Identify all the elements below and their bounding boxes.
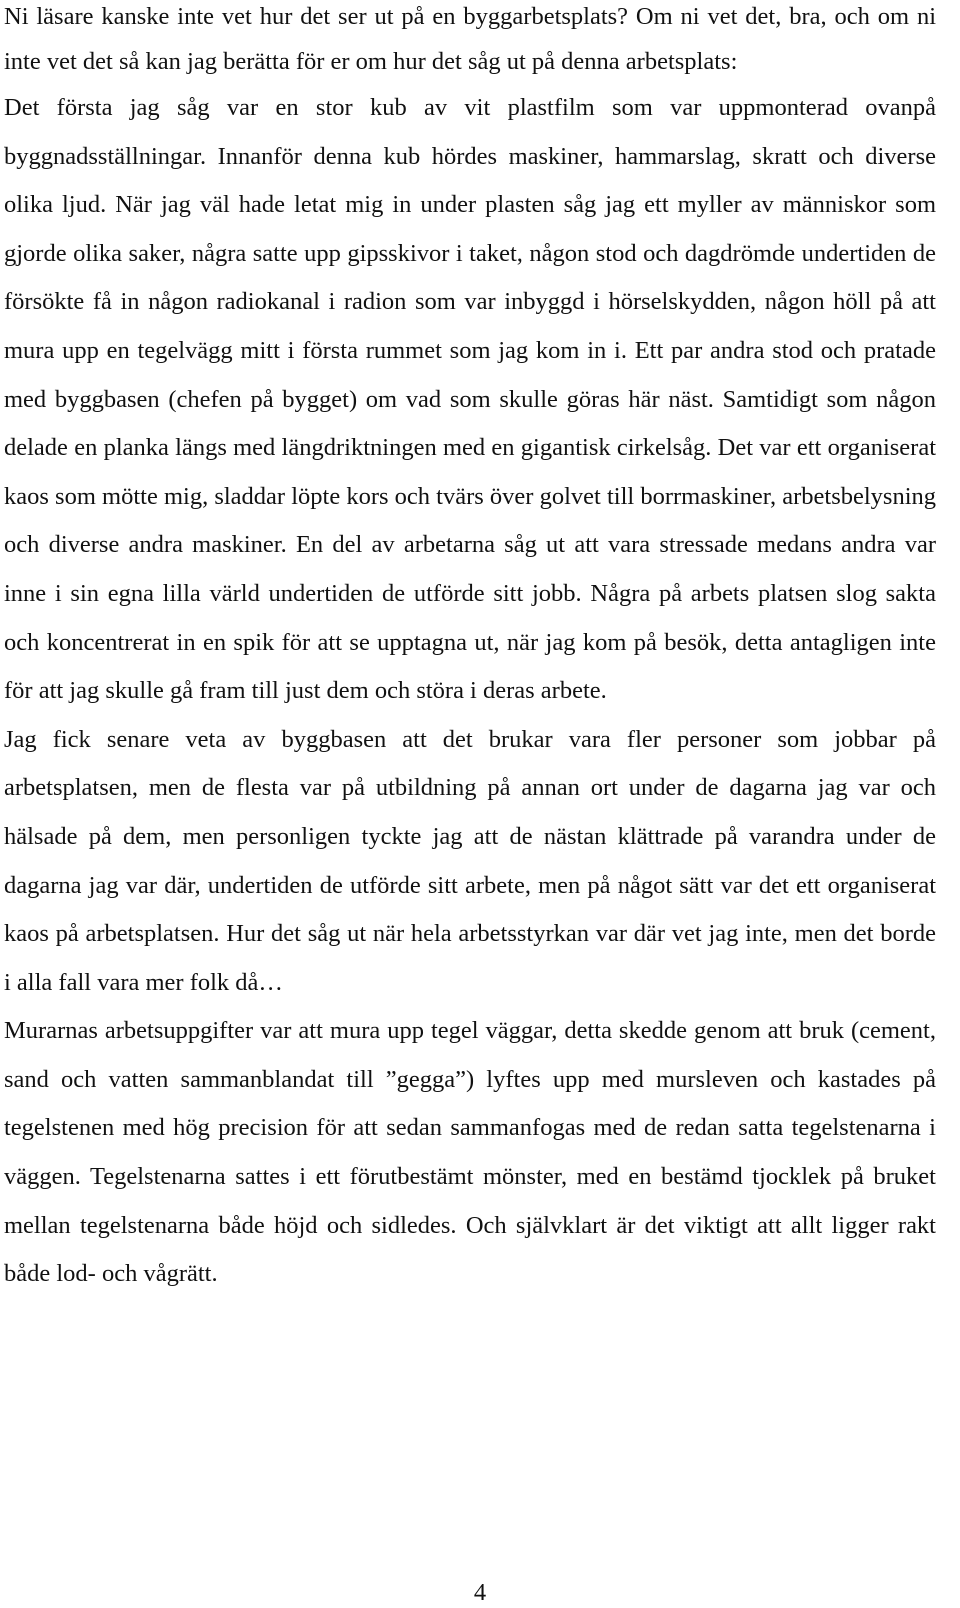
paragraph-masons: Murarnas arbetsuppgifter var att mura upp tegel väggar, detta skedde genom att bruk (cement, sand och vatten sammanblandat till ”gegga”) lyftes upp med mursleven och kastades på tegelstenen med hög precision för att sedan sammanfogas med de redan satta tegelstenarna i väggen. Tegelstenarna sattes i ett förutbestämt mönster, med en bestämd tjocklek på bruket mellan tegelstenarna både höjd och sidledes. Och självklart är det viktigt att allt ligger rakt både lod- och vågrätt. bbox=[4, 1017, 936, 1288]
document-page bbox=[4, 0, 936, 1299]
paragraph-construction-site: Det första jag såg var en stor kub av vit plastfilm som var uppmonterad ovanpå byggnadsställningar. Innanför denna kub hördes maskiner, hammarslag, skratt och diverse olika ljud. När jag väl hade letat mig in under plasten såg jag ett myller av människor som gjorde olika saker, några satte upp gipsskivor i taket, någon stod och dagdrömde undertiden de försökte få in någon radiokanal i radion som var inbyggd i hörselskydden, någon höll på att mura upp en tegelvägg mitt i första rummet som jag kom in i. Ett par andra stod och pratade med byggbasen (chefen på bygget) om vad som skulle göras här näst. Samtidigt som någon delade en planka längs med längdriktningen med en gigantisk cirkelsåg. Det var ett organiserat kaos som mötte mig, sladdar löpte kors och tvärs över golvet till borrmaskiner, arbetsbelysning och diverse andra maskiner. En del av arbetarna såg ut att vara stressade medans andra var inne i sin egna lilla värld undertiden de utförde sitt jobb. Några på arbets platsen slog sakta och koncentrerat in en spik för att se upptagna ut, när jag kom på besök, detta antagligen inte för att jag skulle gå fram till just dem och störa i deras arbete. bbox=[4, 94, 936, 705]
page-number: 4 bbox=[473, 1579, 487, 1606]
paragraph-workforce: Jag fick senare veta av byggbasen att det brukar vara fler personer som jobbar på arbetsplatsen, men de flesta var på utbildning på annan ort under de dagarna jag var och hälsade på dem, men personligen tyckte jag att de nästan klättrade på varandra under de dagarna jag var där, undertiden de utförde sitt arbete, men på något sätt var det ett organiserat kaos på arbetsplatsen. Hur det såg ut när hela arbetsstyrkan var där vet jag inte, men det borde i alla fall vara mer folk då… bbox=[4, 725, 936, 996]
paragraph-intro: Ni läsare kanske inte vet hur det ser ut på en byggarbetsplats? Om ni vet det, bra, och om ni inte vet det så kan jag berätta för er om hur det såg ut på denna arbetsplats: bbox=[4, 3, 936, 75]
